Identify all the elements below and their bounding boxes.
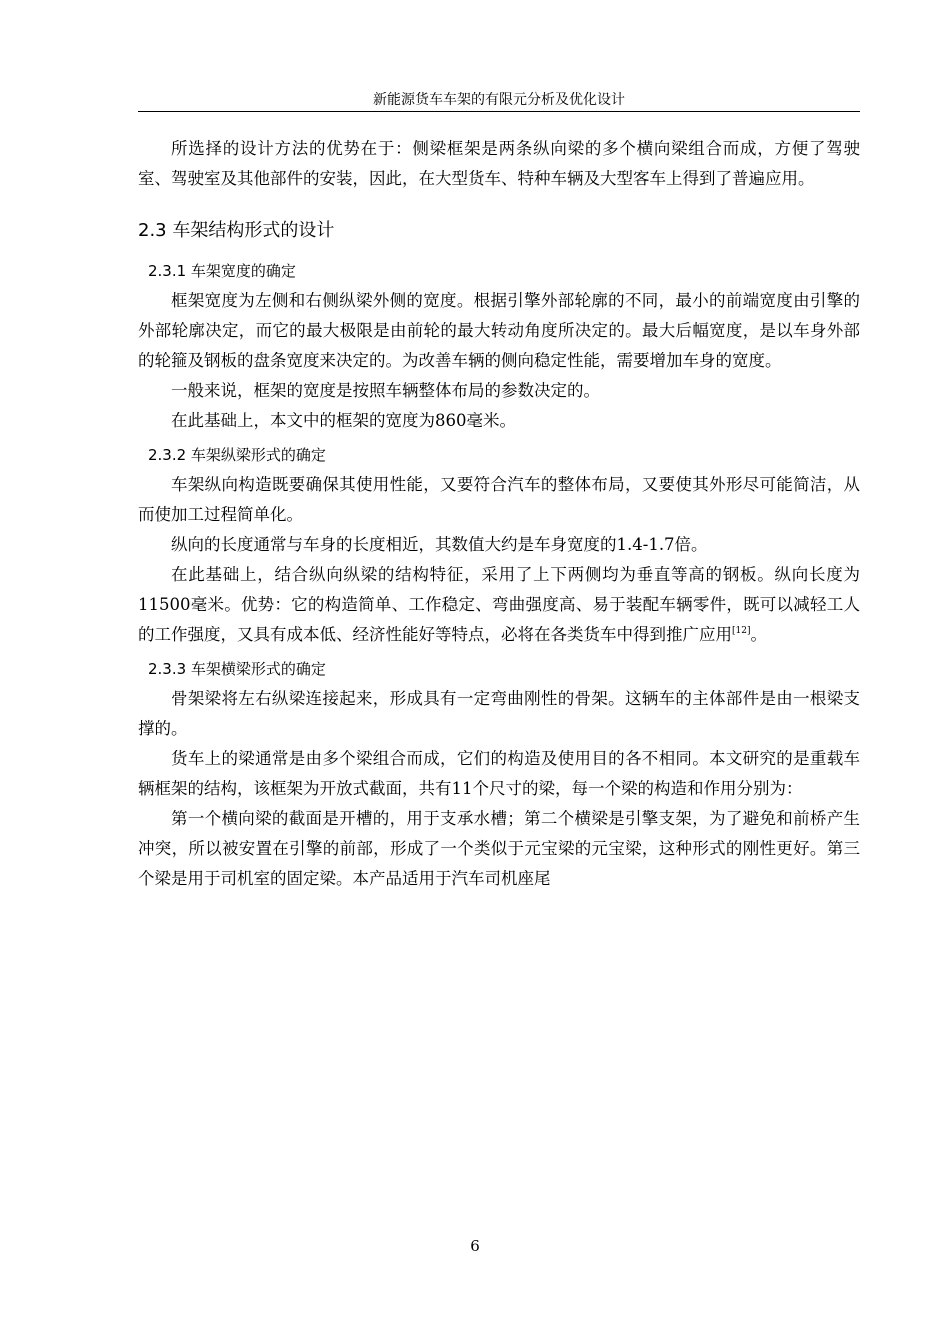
page-body: [138, 134, 860, 894]
subsection-heading-2-3-1: 2.3.1 车架宽度的确定: [148, 262, 296, 280]
paragraph: 一般来说，框架的宽度是按照车辆整体布局的参数决定的。: [171, 381, 600, 400]
paragraph: [138, 560, 860, 650]
paragraph: 框架宽度为左侧和右侧纵梁外侧的宽度。根据引擎外部轮廓的不同，最小的前端宽度由引擎的外部轮廓决定，而它的最大极限是由前轮的最大转动角度所决定的。最大后幅宽度，是以车身外部的轮箍及钢板的盘条宽度来决定的。为改善车辆的侧向稳定性能，需要增加车身的宽度。: [138, 291, 860, 370]
paragraph: 骨架梁将左右纵梁连接起来，形成具有一定弯曲刚性的骨架。这辆车的主体部件是由一根梁支撑的。: [138, 689, 860, 738]
paragraph-text: 在此基础上，结合纵向纵梁的结构特征，采用了上下两侧均为垂直等高的钢板。纵向长度为11500毫米。优势：它的构造简单、工作稳定、弯曲强度高、易于装配车辆零件，既可以减轻工人的工作强度，又具有成本低、经济性能好等特点，必将在各类货车中得到推广应用: [138, 565, 860, 644]
paragraph: 在此基础上，本文中的框架的宽度为860毫米。: [171, 411, 516, 430]
section-heading-2-3: 2.3 车架结构形式的设计: [138, 220, 335, 241]
paragraph: 第一个横向梁的截面是开槽的，用于支承水槽；第二个横梁是引擎支架，为了避免和前桥产生冲突，所以被安置在引擎的前部，形成了一个类似于元宝梁的元宝梁，这种形式的刚性更好。第三个梁是用于司机室的固定梁。本产品适用于汽车司机座尾: [138, 809, 860, 888]
header-divider: [138, 111, 860, 112]
subsection-heading-2-3-3: 2.3.3 车架横梁形式的确定: [148, 660, 326, 678]
paragraph-end: 。: [750, 625, 767, 644]
paragraph: 货车上的梁通常是由多个梁组合而成，它们的构造及使用目的各不相同。本文研究的是重载车辆框架的结构，该框架为开放式截面，共有11个尺寸的梁，每一个梁的构造和作用分别为：: [138, 749, 860, 798]
paragraph: 纵向的长度通常与车身的长度相近，其数值大约是车身宽度的1.4-1.7倍。: [171, 535, 708, 554]
subsection-heading-2-3-2: 2.3.2 车架纵梁形式的确定: [148, 446, 326, 464]
paragraph: 车架纵向构造既要确保其使用性能，又要符合汽车的整体布局，又要使其外形尽可能简洁，从而使加工过程简单化。: [138, 475, 860, 524]
citation-ref: [12]: [732, 626, 751, 636]
running-header: 新能源货车车架的有限元分析及优化设计: [373, 92, 625, 108]
paragraph: 所选择的设计方法的优势在于：侧梁框架是两条纵向梁的多个横向梁组合而成，方便了驾驶室、驾驶室及其他部件的安装，因此，在大型货车、特种车辆及大型客车上得到了普遍应用。: [138, 139, 860, 188]
page-number: 6: [470, 1237, 480, 1255]
